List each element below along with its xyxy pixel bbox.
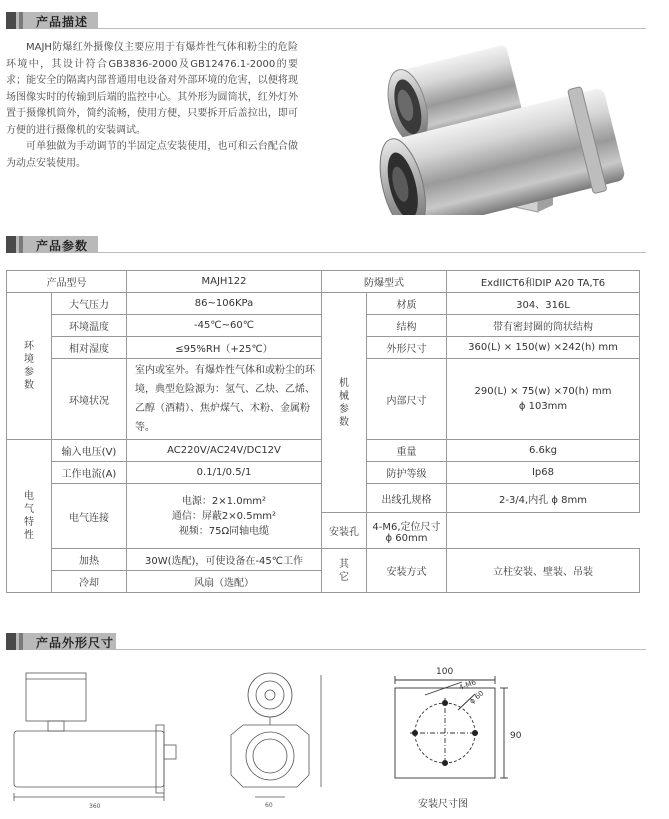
cell-value: 6.6kg [447,440,640,462]
front-width-label: 60 [265,802,273,809]
description-paragraph: 可单独做为手动调节的半固定点安装使用，也可和云台配合做为动点安装使用。 [6,141,298,169]
cell-value: Ip68 [447,462,640,484]
cell-value: AC220V/AC24V/DC12V [127,440,322,462]
table-row [7,271,640,293]
section-title: 产品描述 [36,15,89,29]
group-env: 环境参数 [7,293,52,440]
table-row [7,549,640,571]
cell-value: 带有密封圈的筒状结构 [447,315,640,337]
description-paragraph: MAJH防爆红外摄像仪主要应用于有爆炸性气体和粉尘的危险环境中，其设计符合GB3836-2000及GB12476.1-2000的要求；能安全的隔离内部普通用电设备对外部环境的危害，以便将现场图像实时的传输到后端的监控中心。其外形为圆筒状，红外灯外置于摄像机筒外，简约流畅，使用方便，只要拆开后盖拉出，即可方便的进行摄像机的安装调试。 [6,42,298,136]
hole-label: 4-M6 [457,678,478,692]
cell-label: 安装方式 [367,549,447,593]
cell-label: 工作电流(A) [52,462,127,484]
cell-value: 立柱安装、壁装、吊装 [447,549,640,593]
cell-label: 重量 [367,440,447,462]
model-label: 产品型号 [7,271,127,293]
product-photo [378,30,633,215]
cell-label: 内部尺寸 [367,359,447,440]
spec-table [6,270,640,593]
circle-label: ϕ 60 [468,689,486,706]
cell-label: 加热 [52,549,127,571]
cell-value: -45℃~60℃ [127,315,322,337]
mounting-drawing [380,660,530,795]
cell-label: 防护等级 [367,462,447,484]
cell-label: 外形尺寸 [367,337,447,359]
mount-caption: 安装尺寸图 [418,799,468,810]
cell-value: 86~106KPa [127,293,322,315]
cell-value: 电源：2×1.0mm² 通信：屏蔽2×0.5mm² 视频：75Ω同轴电缆 [127,484,322,549]
cell-value: 290(L) × 75(w) ×70(h) mm ϕ 103mm [447,359,640,440]
cell-label: 材质 [367,293,447,315]
side-length-label: 360 [89,803,101,810]
section-header-parameters [6,236,646,256]
cell-value: 室内或室外。有爆炸性气体和或粉尘的环境，典型危险源为：氢气、乙炔、乙烯、乙醇（酒精）、焦炉煤气、木粉、金属粉等。 [127,359,322,440]
section-header-description [6,12,646,32]
cell-value: ≤95%RH（+25℃） [127,337,322,359]
section-title: 产品外形尺寸 [36,636,115,650]
cell-value: 360(L) × 150(w) ×242(h) mm [447,337,640,359]
table-row [7,293,640,315]
ex-type-value: ExdIICT6和DIP A20 TA,T6 [447,271,640,293]
cell-label: 冷却 [52,571,127,593]
cell-value: 风扇（选配） [127,571,322,593]
cell-label: 相对湿度 [52,337,127,359]
cell-value: 30W(选配)，可使设备在-45℃工作 [127,549,322,571]
cell-label: 环境温度 [52,315,127,337]
cell-value: 304、316L [447,293,640,315]
group-mech: 机械参数 [322,293,367,513]
cell-label: 输入电压(V) [52,440,127,462]
mount-height-label: 90 [510,731,522,741]
cell-value: 2-3/4,内孔 ϕ 8mm [447,484,640,513]
side-view-drawing [6,665,196,813]
cell-label: 结构 [367,315,447,337]
group-elec: 电气特性 [7,440,52,593]
cell-label: 大气压力 [52,293,127,315]
front-view-drawing [225,665,340,813]
product-description [6,40,298,172]
cell-label: 环境状况 [52,359,127,440]
section-title: 产品参数 [36,239,89,253]
cell-label: 安装孔 [322,513,367,549]
mount-width-label: 100 [436,667,454,677]
cell-value: 0.1/1/0.5/1 [127,462,322,484]
section-header-dimensions [6,633,646,653]
ex-type-label: 防爆型式 [322,271,447,293]
cell-value: 4-M6,定位尺寸 ϕ 60mm [367,513,447,549]
cell-label: 电气连接 [52,484,127,549]
cell-label: 出线孔规格 [367,484,447,513]
group-other: 其它 [322,549,367,593]
model-value: MAJH122 [127,271,322,293]
